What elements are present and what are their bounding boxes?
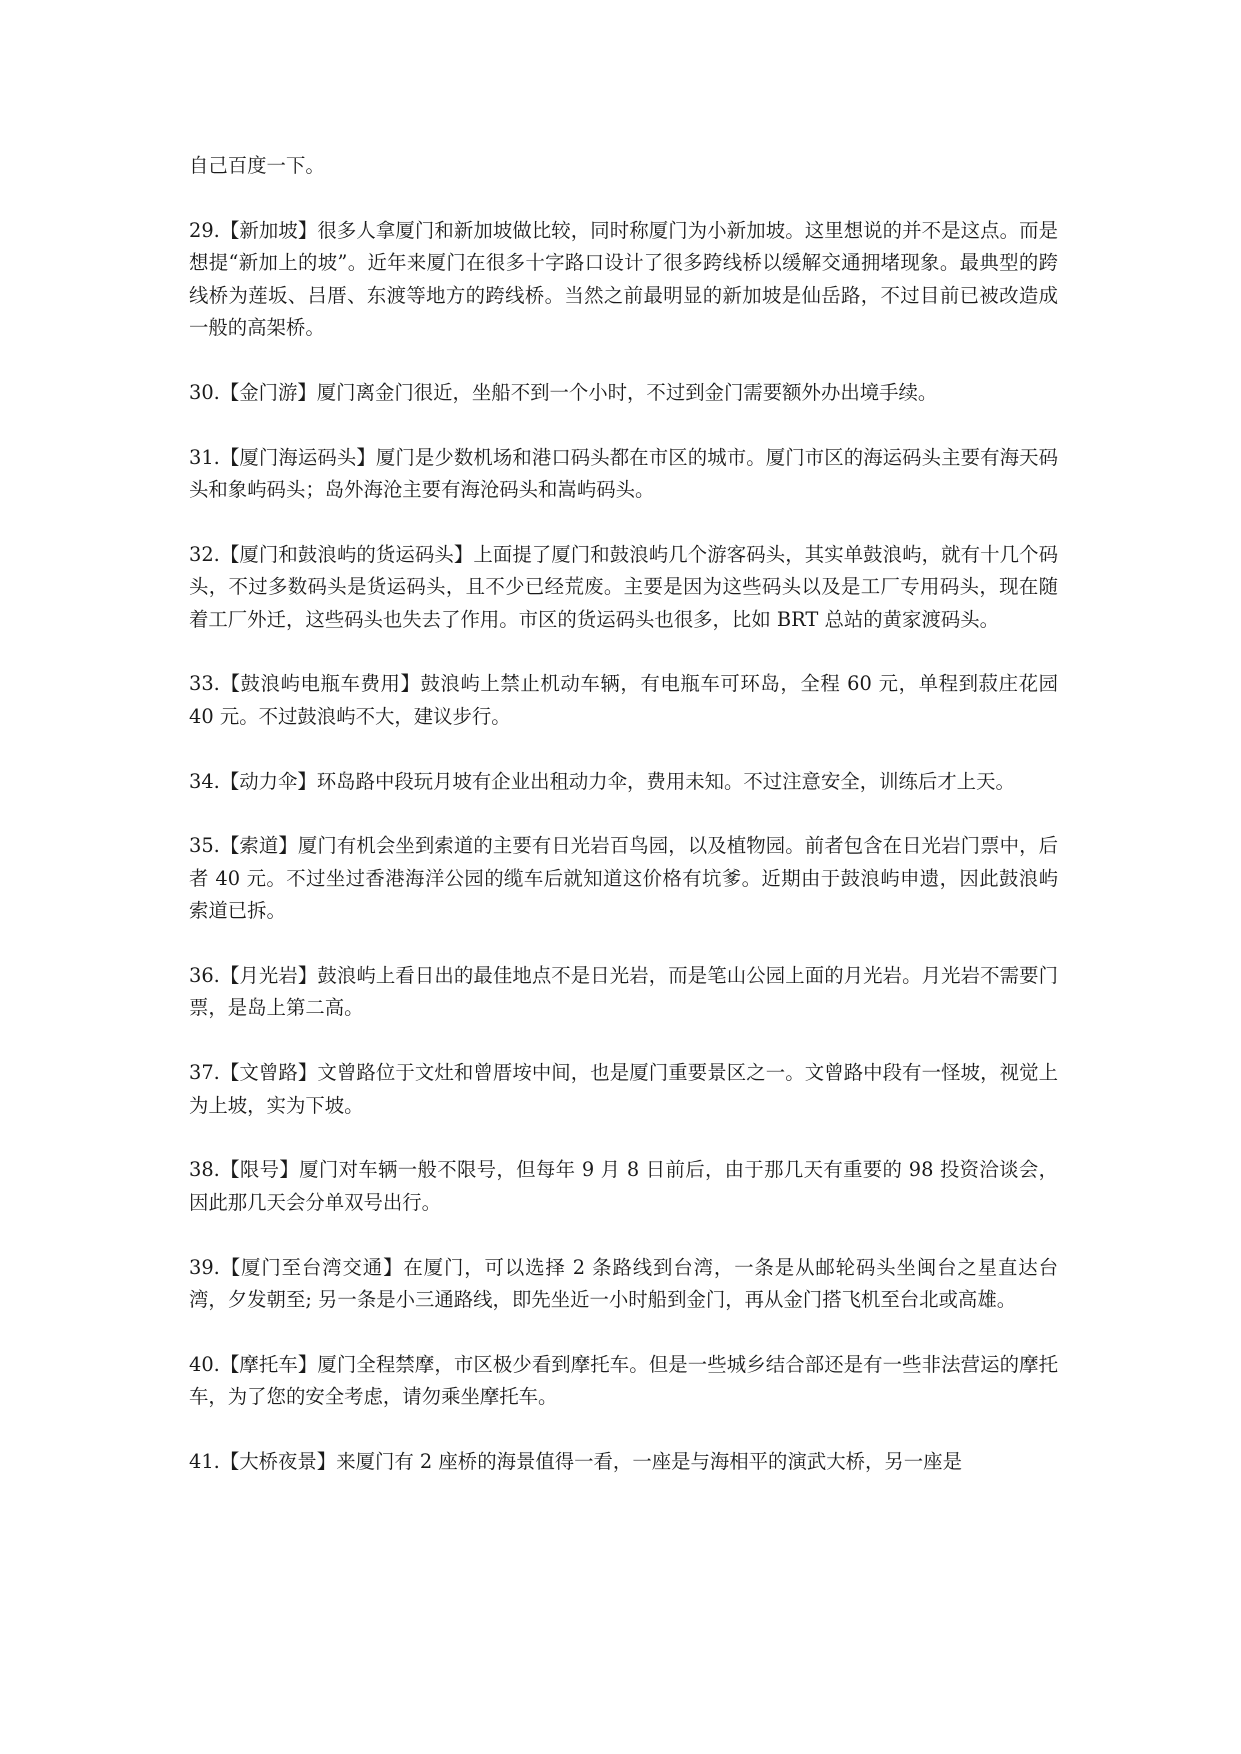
entry-body: 文曾路位于文灶和曾厝垵中间，也是厦门重要景区之一。文曾路中段有一怪坡，视觉上为上坡，实为下坡。 bbox=[189, 1061, 1058, 1117]
entry-heading: 【新加坡】 bbox=[219, 218, 318, 242]
entry-paragraph bbox=[189, 442, 1058, 507]
entry-number: 36. bbox=[189, 964, 220, 988]
entry-body: 厦门对车辆一般不限号，但每年 9 月 8 日前后，由于那几天有重要的 98 投资洽谈会，因此那几天会分单双号出行。 bbox=[189, 1158, 1058, 1214]
entry-heading: 【厦门海运码头】 bbox=[219, 445, 376, 469]
entry-paragraph bbox=[189, 377, 1058, 409]
entry-number: 31. bbox=[189, 445, 220, 469]
entry-body: 厦门是少数机场和港口码头都在市区的城市。厦门市区的海运码头主要有海天码头和象屿码头；岛外海沧主要有海沧码头和嵩屿码头。 bbox=[189, 445, 1059, 502]
entry-heading: 【鼓浪屿电瓶车费用】 bbox=[219, 672, 421, 696]
entry-number: 39. bbox=[189, 1255, 220, 1279]
entry-number: 40. bbox=[189, 1352, 220, 1376]
entry-heading: 【文曾路】 bbox=[219, 1061, 318, 1085]
entry-number: 33. bbox=[189, 672, 220, 696]
entry-body: 来厦门有 2 座桥的海景值得一看，一座是与海相平的演武大桥，另一座是 bbox=[336, 1450, 962, 1474]
entry-number: 38. bbox=[189, 1158, 220, 1182]
entry-heading: 【厦门和鼓浪屿的货运码头】 bbox=[219, 542, 474, 566]
entry-paragraph bbox=[189, 830, 1058, 927]
entry-body: 厦门离金门很近，坐船不到一个小时，不过到金门需要额外办出境手续。 bbox=[316, 380, 938, 404]
entry-paragraph bbox=[189, 1446, 1058, 1478]
entry-paragraph bbox=[189, 1252, 1058, 1317]
entry-number: 41. bbox=[189, 1450, 220, 1474]
entry-number: 30. bbox=[189, 380, 220, 404]
entry-body: 鼓浪屿上禁止机动车辆，有电瓶车可环岛，全程 60 元，单程到菽庄花园 40 元。不过鼓浪屿不大，建议步行。 bbox=[189, 672, 1059, 728]
entry-number: 32. bbox=[189, 542, 220, 566]
entry-paragraph bbox=[189, 960, 1058, 1025]
entry-body: 在厦门，可以选择 2 条路线到台湾，一条是从邮轮码头坐闽台之星直达台湾，夕发朝至; 另一条是小三通路线，即先坐近一小时船到金门，再从金门搭飞机至台北或高雄。 bbox=[189, 1255, 1058, 1312]
entry-paragraph bbox=[189, 539, 1058, 636]
entry-body: 鼓浪屿上看日出的最佳地点不是日光岩，而是笔山公园上面的月光岩。月光岩不需要门票，是岛上第二高。 bbox=[189, 964, 1058, 1020]
entry-number: 35. bbox=[189, 834, 220, 858]
entry-heading: 【厦门至台湾交通】 bbox=[219, 1255, 404, 1279]
entry-paragraph bbox=[189, 1057, 1058, 1122]
entry-heading: 【月光岩】 bbox=[219, 964, 318, 988]
entry-paragraph bbox=[189, 215, 1058, 345]
entry-heading: 【摩托车】 bbox=[219, 1352, 318, 1376]
entry-paragraph bbox=[189, 1154, 1058, 1219]
entry-heading: 【动力伞】 bbox=[219, 769, 317, 793]
entry-number: 29. bbox=[189, 218, 220, 242]
entry-body: 环岛路中段玩月坡有企业出租动力伞，费用未知。不过注意安全，训练后才上天。 bbox=[316, 769, 1015, 793]
entry-paragraph bbox=[189, 766, 1058, 798]
entry-heading: 【限号】 bbox=[219, 1158, 300, 1182]
entry-heading: 【索道】 bbox=[219, 834, 298, 858]
entry-number: 37. bbox=[189, 1061, 220, 1085]
entry-number: 34. bbox=[189, 769, 220, 793]
entry-list bbox=[189, 215, 1058, 1479]
entry-paragraph bbox=[189, 668, 1058, 733]
entry-body: 很多人拿厦门和新加坡做比较，同时称厦门为小新加坡。这里想说的并不是这点。而是想提“新加上的坡”。近年来厦门在很多十字路口设计了很多跨线桥以缓解交通拥堵现象。最典型的跨线桥为莲坂、吕厝、东渡等地方的跨线桥。当然之前最明显的新加坡是仙岳路，不过目前已被改造成一般的高架桥。 bbox=[189, 218, 1058, 340]
document-page bbox=[189, 150, 1058, 1511]
entry-body: 厦门全程禁摩，市区极少看到摩托车。但是一些城乡结合部还是有一些非法营运的摩托车，为了您的安全考虑，请勿乘坐摩托车。 bbox=[189, 1352, 1058, 1409]
entry-body: 厦门有机会坐到索道的主要有日光岩百鸟园，以及植物园。前者包含在日光岩门票中，后者 40 元。不过坐过香港海洋公园的缆车后就知道这价格有坑爹。近期由于鼓浪屿申遗，因此鼓浪屿索道已拆。 bbox=[189, 834, 1059, 923]
entry-heading: 【金门游】 bbox=[219, 380, 317, 404]
intro-paragraph: 自己百度一下。 bbox=[189, 154, 325, 177]
entry-body: 上面提了厦门和鼓浪屿几个游客码头，其实单鼓浪屿，就有十几个码头，不过多数码头是货运码头，且不少已经荒废。主要是因为这些码头以及是工厂专用码头，现在随着工厂外迁，这些码头也失去了作用。市区的货运码头也很多，比如 BRT 总站的黄家渡码头。 bbox=[189, 542, 1059, 631]
entry-heading: 【大桥夜景】 bbox=[219, 1450, 337, 1474]
entry-paragraph bbox=[189, 1349, 1058, 1414]
